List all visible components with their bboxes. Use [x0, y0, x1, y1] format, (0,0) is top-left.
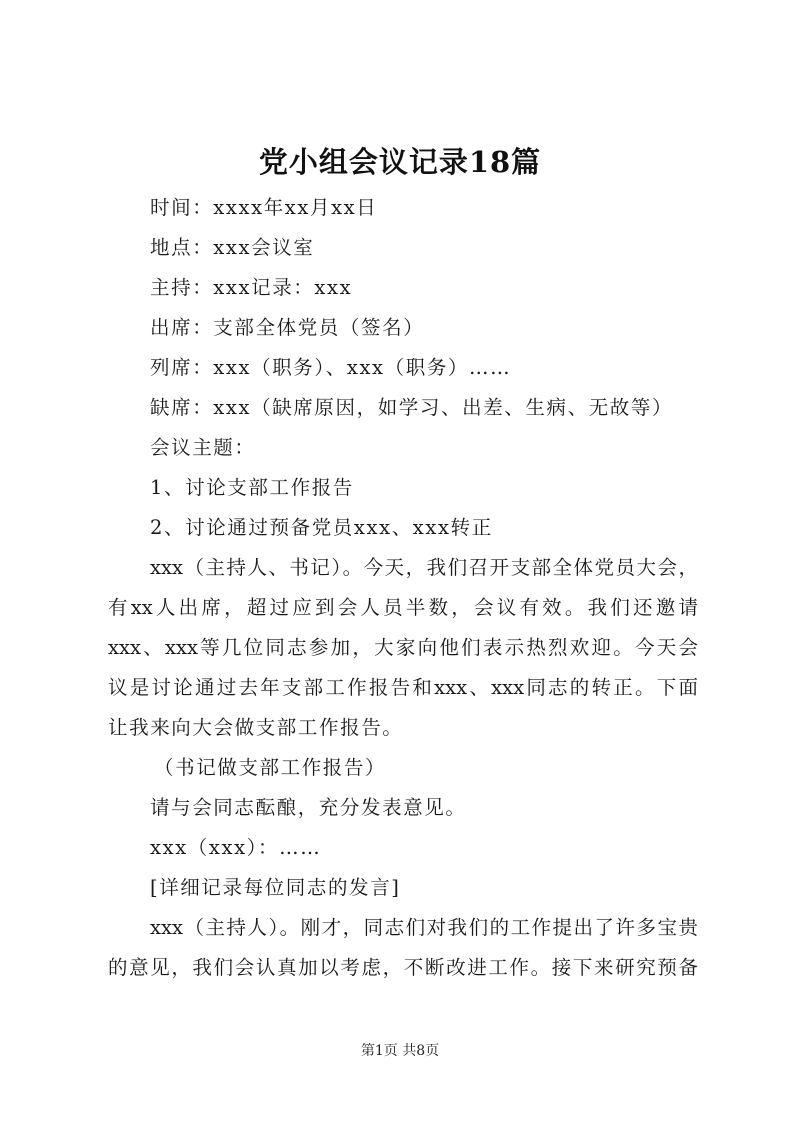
meeting-host-recorder: 主持：xxx记录：xxx — [150, 276, 353, 299]
meeting-topics-heading: 会议主题： — [150, 436, 256, 459]
meeting-topic-1: 1、讨论支部工作报告 — [150, 476, 354, 499]
meeting-topic-2: 2、讨论通过预备党员xxx、xxx转正 — [150, 516, 493, 539]
meeting-nonvoting-attendees: 列席：xxx（职务）、xxx（职务）…… — [150, 356, 512, 379]
page-indicator: 第1页 共8页 — [360, 1043, 440, 1059]
meeting-time: 时间：xxxx年xx月xx日 — [150, 196, 378, 219]
host-paragraph-line: 的意见，我们会认真加以考虑，不断改进工作。接下来研究预备 — [108, 956, 698, 979]
opening-paragraph-line: xxx（主持人、书记）。今天，我们召开支部全体党员大会， — [150, 556, 698, 579]
meeting-attendees: 出席：支部全体党员（签名） — [150, 316, 425, 339]
speaker-line: xxx（xxx）：…… — [150, 836, 322, 859]
host-paragraph-line: xxx（主持人）。刚才，同志们对我们的工作提出了许多宝贵 — [150, 916, 698, 939]
document-title: 党小组会议记录18篇 — [258, 145, 542, 179]
meeting-absentees: 缺席：xxx（缺席原因，如学习、出差、生病、无故等） — [150, 396, 674, 419]
record-instruction: [详细记录每位同志的发言] — [150, 876, 401, 899]
secretary-report-note: （书记做支部工作报告） — [154, 756, 387, 779]
opening-paragraph-line: xxx、xxx等几位同志参加，大家向他们表示热烈欢迎。今天会 — [108, 636, 698, 659]
discussion-invitation: 请与会同志酝酿，充分发表意见。 — [150, 796, 467, 819]
opening-paragraph-line: 有xx人出席，超过应到会人员半数，会议有效。我们还邀请 — [108, 596, 698, 619]
meeting-location: 地点：xxx会议室 — [150, 236, 315, 259]
opening-paragraph-line: 议是讨论通过去年支部工作报告和xxx、xxx同志的转正。下面 — [108, 676, 698, 699]
opening-paragraph-line: 让我来向大会做支部工作报告。 — [108, 716, 404, 739]
